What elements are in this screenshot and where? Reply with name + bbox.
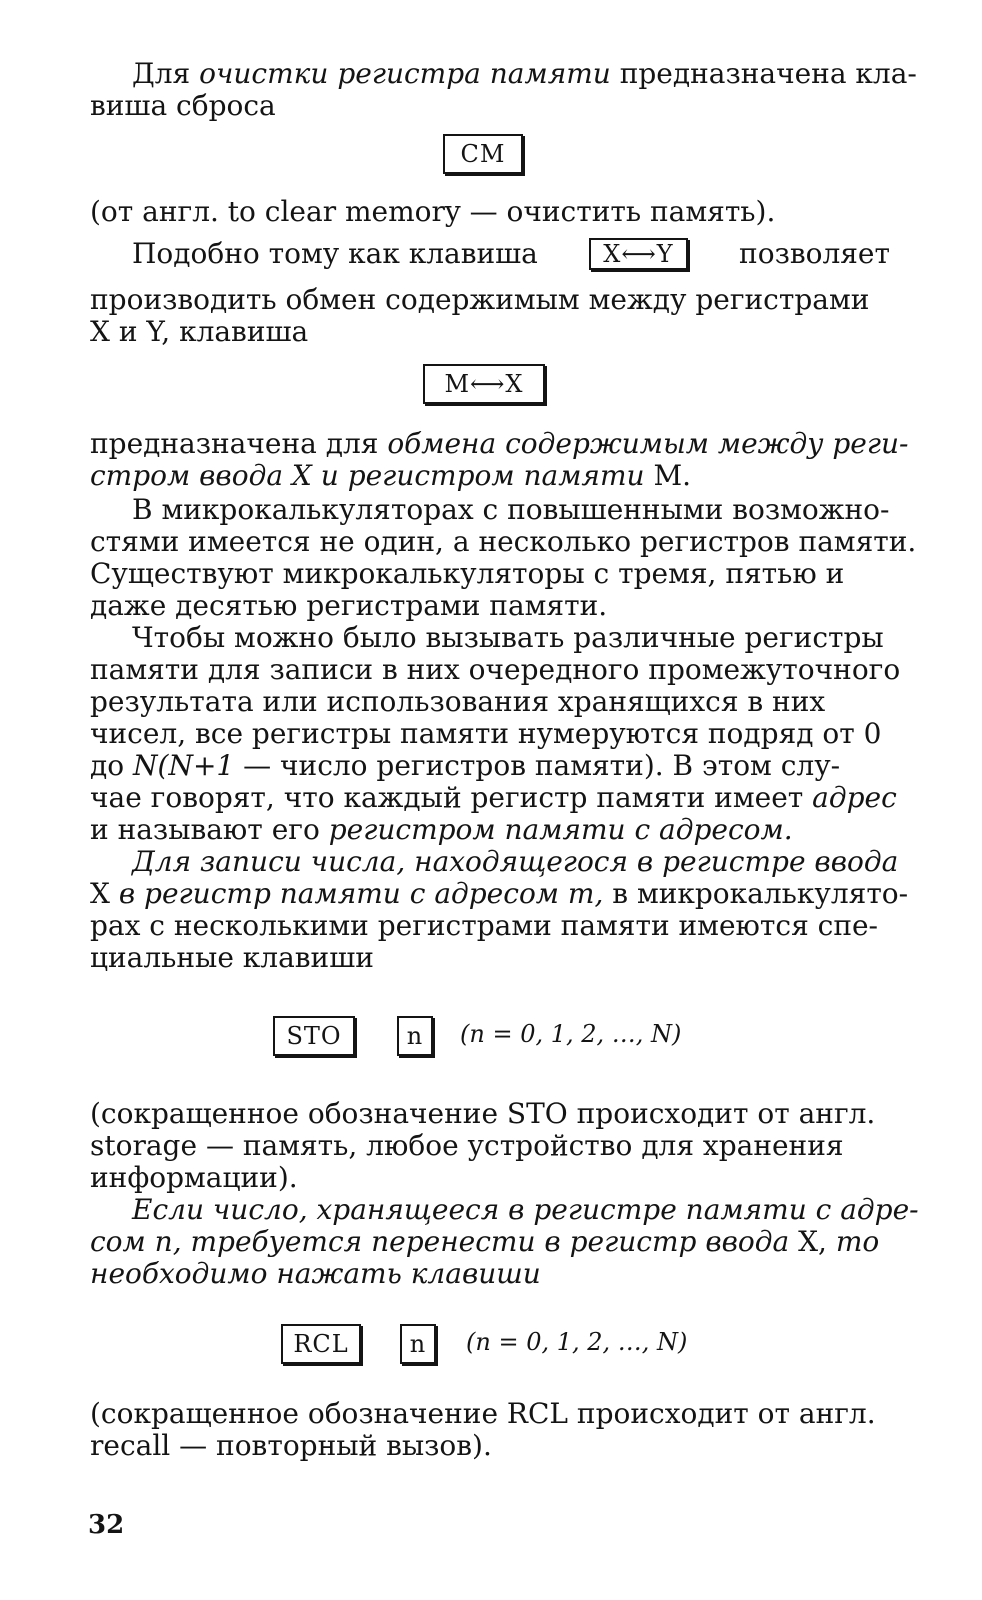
text-span: чае говорят, что каждый регистр памяти имеет (90, 781, 804, 814)
text-span: Подобно тому как клавиша (132, 237, 538, 270)
text-line-italic: Если число, хранящееся в регистре памяти с адре- (132, 1193, 919, 1226)
text-span: M. (653, 459, 692, 492)
text-line: циальные клавиши (90, 941, 374, 974)
text-line (90, 781, 897, 814)
text-line: Существуют микрокалькуляторы с тремя, пятью и (90, 557, 845, 590)
text-line: рах с несколькими регистрами памяти имеются спе- (90, 909, 879, 942)
text-span-italic: сом n, требуется перенести в регистр ввода (90, 1225, 790, 1258)
text-line: X и Y, клавиша (90, 315, 309, 348)
text-span: до (90, 749, 125, 782)
text-span: — число регистров памяти). В этом слу- (243, 749, 841, 782)
x-y-swap-key: X⟷Y (589, 238, 687, 270)
text-line: recall — повторный вызов). (90, 1429, 492, 1462)
text-line: Чтобы можно было вызывать различные регистры (132, 621, 884, 654)
text-line: (сокращенное обозначение STO происходит от англ. (90, 1097, 876, 1130)
text-line: даже десятью регистрами памяти. (90, 589, 608, 622)
rcl-key: RCL (281, 1324, 361, 1364)
text-line (90, 427, 909, 460)
text-span: в микрокалькулято- (612, 877, 909, 910)
text-line: стями имеется не один, а несколько регистров памяти. (90, 525, 917, 558)
text-span-italic: очистки регистра памяти (199, 57, 611, 90)
text-line (90, 877, 909, 910)
text-span-italic: адрес (812, 781, 897, 814)
text-line: чисел, все регистры памяти нумеруются подряд от 0 (90, 717, 882, 750)
text-line-italic: Для записи числа, находящегося в регистре ввода (132, 845, 899, 878)
text-span-italic: в регистр памяти с адресом m, (118, 877, 604, 910)
text-line-italic: необходимо нажать клавиши (90, 1257, 541, 1290)
cm-key: CM (443, 134, 523, 174)
text-line (90, 1226, 890, 1258)
text-span-italic: обмена содержимым между реги- (387, 427, 909, 460)
text-span: и называют его (90, 813, 320, 846)
text-line: памяти для записи в них очередного промежуточного (90, 653, 901, 686)
text-span-italic: регистром памяти с адресом. (328, 813, 793, 846)
text-line: виша сброса (90, 89, 276, 122)
text-span: X, (798, 1225, 827, 1258)
text-line (90, 814, 890, 846)
text-line: результата или использования хранящихся в них (90, 685, 826, 718)
n-key: n (397, 1016, 433, 1056)
text-line (132, 57, 917, 90)
text-line: (сокращенное обозначение RCL происходит от англ. (90, 1397, 876, 1430)
text-span: предназначена кла- (619, 57, 917, 90)
sto-range-formula: (n = 0, 1, 2, …, N) (460, 1020, 682, 1048)
m-x-swap-key: M⟷X (423, 364, 545, 404)
text-line (90, 460, 890, 492)
text-line: информации). (90, 1161, 298, 1194)
text-span-italic: то (835, 1225, 880, 1258)
text-line (90, 750, 890, 782)
text-span: предназначена для (90, 427, 379, 460)
text-line: (от англ. to clear memory — очистить память). (90, 195, 776, 228)
n-key: n (400, 1324, 436, 1364)
text-line (132, 238, 890, 270)
text-line: производить обмен содержимым между регистрами (90, 283, 870, 316)
text-span: Для (132, 57, 191, 90)
page-number: 32 (88, 1510, 125, 1540)
rcl-range-formula: (n = 0, 1, 2, …, N) (466, 1328, 688, 1356)
text-line: В микрокалькуляторах с повышенными возможно- (132, 493, 890, 526)
text-line: storage — память, любое устройство для хранения (90, 1129, 844, 1162)
sto-key: STO (273, 1016, 355, 1056)
text-span: X (90, 877, 110, 910)
text-span: позволяет (739, 237, 890, 270)
text-span-italic: N(N+1 (133, 749, 235, 782)
text-span-italic: стром ввода X и регистром памяти (90, 459, 645, 492)
